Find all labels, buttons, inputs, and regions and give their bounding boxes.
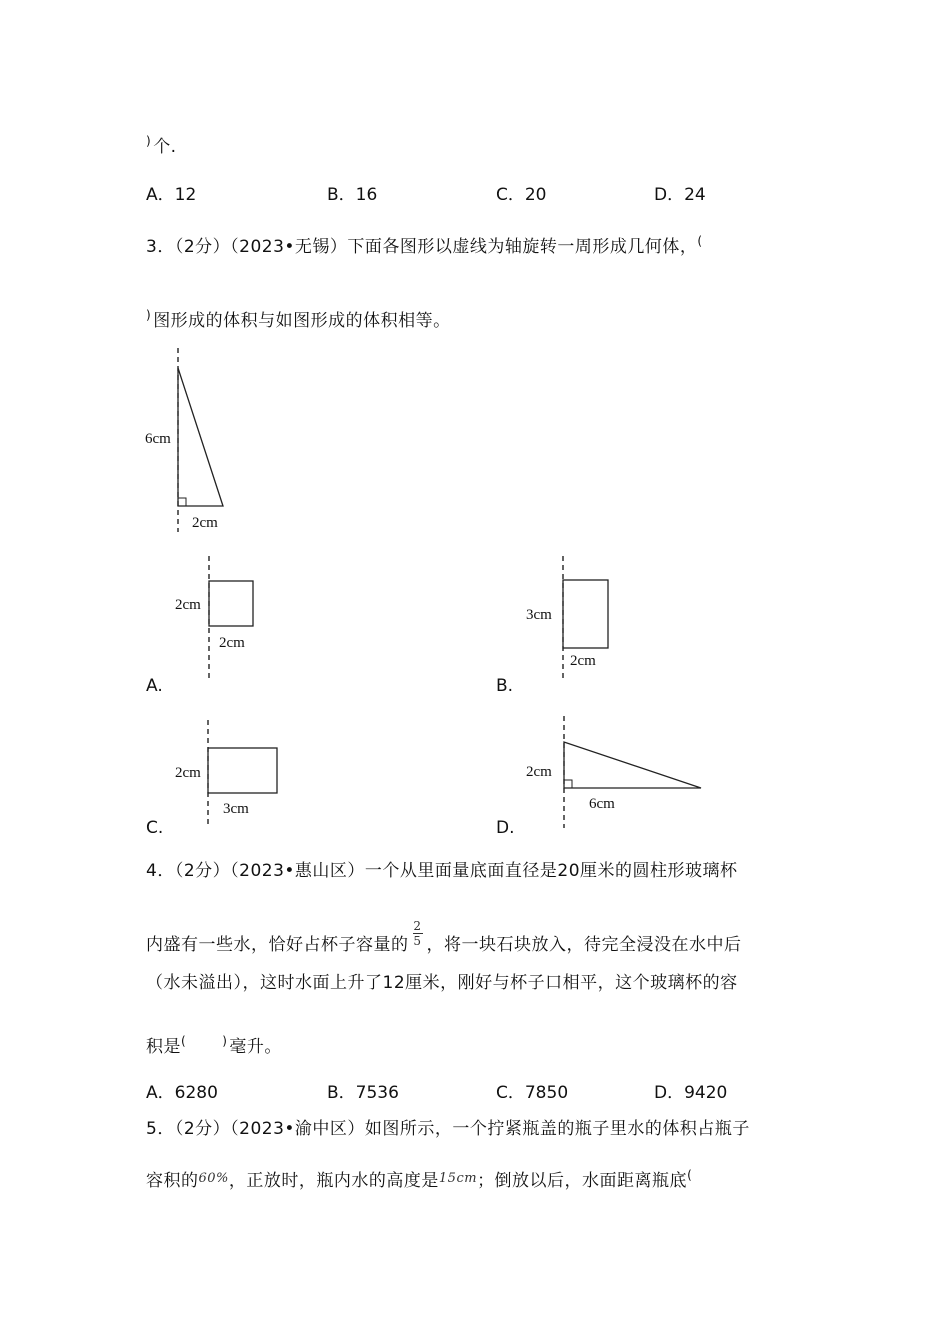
q4-line3: （水未溢出），这时水面上升了12厘米，刚好与杯子口相平，这个玻璃杯的容 [146,973,738,993]
q5-height: 15cm [438,1171,478,1186]
figure-d-left-label: 2cm [526,764,552,780]
q4-option-b[interactable]: B．7536 [327,1083,399,1103]
q3-figure-a [175,556,253,680]
figure-d-right-angle [564,780,572,788]
main-base-label: 2cm [192,515,218,531]
q4-option-d[interactable]: D．9420 [654,1083,728,1103]
q3-option-b-letter[interactable]: B. [496,676,514,696]
q4-fraction [413,919,423,948]
q2-option-c[interactable]: C．20 [496,185,547,205]
q5-line2-post: ；倒放以后，水面距离瓶底 [477,1171,688,1191]
q4-option-a[interactable]: A．6280 [146,1083,218,1103]
q4-line4-pre: 积是 [146,1037,181,1057]
q5-line2-pre: 容积的 [146,1171,199,1191]
q3-paren-close: ) [146,308,152,322]
figure-b-left-label: 3cm [526,607,552,623]
q2-option-b[interactable]: B．16 [327,185,378,205]
q3-main-figure [145,348,223,532]
q5-percent: 60% [198,1171,229,1186]
q3-line2-text: 图形成的体积与如图形成的体积相等。 [153,311,451,331]
q3-figure-c [175,720,277,828]
figure-d-triangle [564,742,701,788]
q3-figure-d [526,716,701,828]
q3-option-a-letter[interactable]: A. [146,676,163,696]
q2-option-d[interactable]: D．24 [654,185,706,205]
figure-b-rect [563,580,608,648]
q2-option-a[interactable]: A．12 [146,185,197,205]
q4-line2-post: ，将一块石块放入，待完全浸没在水中后 [426,935,742,955]
q5-paren-open: ( [687,1168,693,1182]
q3-option-c-letter[interactable]: C. [146,818,164,838]
q4-frac-num: 2 [413,918,422,933]
q4-line1: 4．（2分）（2023•惠山区）一个从里面量底面直径是20厘米的圆柱形玻璃杯 [146,861,738,881]
figure-a-square [209,581,253,626]
figure-a-bottom-label: 2cm [219,635,245,651]
q4-line2-pre: 内盛有一些水，恰好占杯子容量的 [146,935,409,955]
figure-b-bottom-label: 2cm [570,653,596,669]
q3-figure-b [526,556,608,680]
q2-paren-close: ) [146,134,152,148]
q4-line4-post: 毫升。 [229,1037,282,1057]
figure-a-left-label: 2cm [175,597,201,613]
q2-tail-text: 个. [153,137,177,157]
figure-c-bottom-label: 3cm [223,801,249,817]
q5-line2-mid: ，正放时，瓶内水的高度是 [228,1171,439,1191]
q4-paren-open: ( [181,1034,187,1048]
q3-paren-open: ( [697,234,703,248]
figure-c-left-label: 2cm [175,765,201,781]
figure-c-rect [208,748,277,793]
q5-line1: 5．（2分）（2023•渝中区）如图所示，一个拧紧瓶盖的瓶子里水的体积占瓶子 [146,1119,750,1139]
figure-d-bottom-label: 6cm [589,796,615,812]
q3-option-d-letter[interactable]: D. [496,818,515,838]
q4-line4 [146,1032,282,1057]
main-height-label: 6cm [145,431,171,447]
q4-paren-close: ) [222,1034,228,1048]
main-right-angle [178,498,186,506]
q4-frac-den: 5 [413,933,422,948]
q5-line2 [146,1166,694,1191]
q4-option-c[interactable]: C．7850 [496,1083,569,1103]
q3-stem-text: 3．（2分）（2023•无锡）下面各图形以虚线为轴旋转一周形成几何体， [146,237,698,257]
main-triangle [178,368,223,506]
q4-line2 [146,918,742,960]
